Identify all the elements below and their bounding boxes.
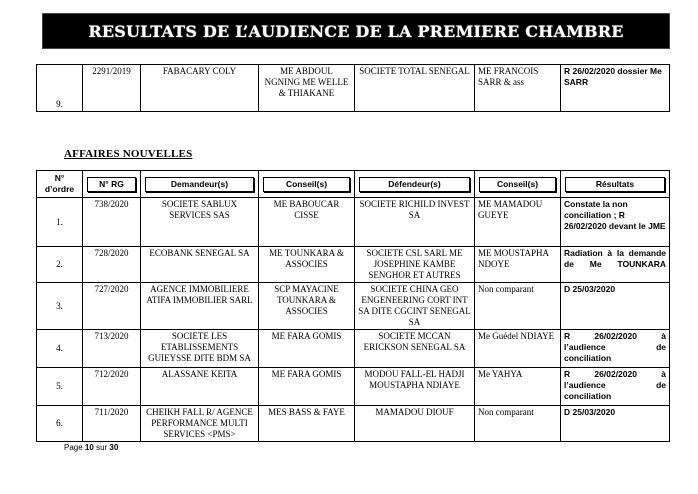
table-row <box>37 65 670 112</box>
demandeur-cell: ALASSANE KEITA <box>141 368 259 406</box>
defendeur-cell: SOCIETE CHINA GEO ENGENEERING CORT INT SA DITE CGCINT SENEGAL SA <box>355 283 475 330</box>
header-resultats: Résultats <box>561 171 670 198</box>
conseil-demandeur-cell: ME TOUNKARA & ASSOCIES <box>259 247 355 283</box>
rg-number: 712/2020 <box>83 368 141 406</box>
header-defendeur: Défendeur(s) <box>355 171 475 198</box>
row-number: 3. <box>37 283 83 330</box>
conseil-demandeur-cell: ME FARA GOMIS <box>259 368 355 406</box>
defendeur-cell: SOCIETE CSL SARL ME JOSEPHINE KAMBE SENGHOR ET AUTRES <box>355 247 475 283</box>
conseil-demandeur-cell: SCP MAYACINE TOUNKARA & ASSOCIES <box>259 283 355 330</box>
table-row <box>37 330 670 368</box>
footer-separator: sur <box>96 443 108 452</box>
table-row <box>37 247 670 283</box>
header-conseil-1: Conseil(s) <box>259 171 355 198</box>
results-table <box>36 170 670 442</box>
resultat-cell: Radiation à la demande de Me TOUNKARA <box>561 247 670 283</box>
resultat-cell: R 26/02/2020 à l’audience de conciliation <box>561 330 670 368</box>
table-header-row <box>37 171 670 198</box>
row-number: 4. <box>37 330 83 368</box>
row-number: 5. <box>37 368 83 406</box>
page-footer <box>64 443 118 452</box>
conseil-defendeur-cell: Non comparant <box>475 283 561 330</box>
table-row <box>37 406 670 442</box>
demandeur-cell: SOCIETE SABLUX SERVICES SAS <box>141 198 259 247</box>
conseil-demandeur-cell: ME BABOUCAR CISSE <box>259 198 355 247</box>
previous-results-table <box>36 64 670 112</box>
section-title: AFFAIRES NOUVELLES <box>64 148 193 160</box>
resultat-cell: D 25/03/2020 <box>561 406 670 442</box>
defendeur-cell: MODOU FALL-EL HADJI MOUSTAPHA NDIAYE <box>355 368 475 406</box>
page-title: RESULTATS DE L’AUDIENCE DE LA PREMIERE CHAMBRE <box>88 21 624 41</box>
page-banner <box>42 13 670 49</box>
footer-page-total: 30 <box>109 443 119 452</box>
conseil-demandeur-cell: ME FARA GOMIS <box>259 330 355 368</box>
rg-number: 727/2020 <box>83 283 141 330</box>
table-row <box>37 283 670 330</box>
demandeur-cell: SOCIETE LES ETABLISSEMENTS GUIEYSSE DITE BDM SA <box>141 330 259 368</box>
header-conseil-2: Conseil(s) <box>475 171 561 198</box>
conseil-demandeur-cell: MES BASS & FAYE <box>259 406 355 442</box>
demandeur-cell: AGENCE IMMOBILIERE ATIFA IMMOBILIER SARL <box>141 283 259 330</box>
conseil-defendeur-cell: ME MAMADOU GUEYE <box>475 198 561 247</box>
defendeur-cell: SOCIETE RICHILD INVEST SA <box>355 198 475 247</box>
resultat-cell: R 26/02/2020 dossier Me SARR <box>561 65 670 112</box>
resultat-cell: D 25/03/2020 <box>561 283 670 330</box>
row-number: 9. <box>37 65 83 112</box>
defendeur-cell: SOCIETE MCCAN ERICKSON SENEGAL SA <box>355 330 475 368</box>
header-rg: N° RG <box>83 171 141 198</box>
defendeur-cell: SOCIETE TOTAL SENEGAL <box>355 65 475 112</box>
rg-number: 713/2020 <box>83 330 141 368</box>
conseil-defendeur-cell: Non comparant <box>475 406 561 442</box>
resultat-cell: Constate la non conciliation ; R 26/02/2020 devant le JME <box>561 198 670 247</box>
header-ordre: N° d’ordre <box>37 171 83 198</box>
conseil-defendeur-cell: Me Guédel NDIAYE <box>475 330 561 368</box>
rg-number: 738/2020 <box>83 198 141 247</box>
resultat-cell: R 26/02/2020 à l’audience de conciliation <box>561 368 670 406</box>
demandeur-cell: FABACARY COLY <box>141 65 259 112</box>
table-row <box>37 198 670 247</box>
defendeur-cell: MAMADOU DIOUF <box>355 406 475 442</box>
footer-prefix: Page <box>64 443 83 452</box>
row-number: 1. <box>37 198 83 247</box>
conseil-defendeur-cell: ME FRANCOIS SARR & ass <box>475 65 561 112</box>
header-demandeur: Demandeur(s) <box>141 171 259 198</box>
rg-number: 728/2020 <box>83 247 141 283</box>
demandeur-cell: CHEIKH FALL R/ AGENCE PERFORMANCE MULTI SERVICES <PMS> <box>141 406 259 442</box>
demandeur-cell: ECOBANK SENEGAL SA <box>141 247 259 283</box>
conseil-demandeur-cell: ME ABDOUL NGNING ME WELLE & THIAKANE <box>259 65 355 112</box>
footer-page-number: 10 <box>84 443 94 452</box>
rg-number: 2291/2019 <box>83 65 141 112</box>
row-number: 6. <box>37 406 83 442</box>
conseil-defendeur-cell: Me YAHYA <box>475 368 561 406</box>
rg-number: 711/2020 <box>83 406 141 442</box>
row-number: 2. <box>37 247 83 283</box>
table-row <box>37 368 670 406</box>
conseil-defendeur-cell: ME MOUSTAPHA NDOYE <box>475 247 561 283</box>
